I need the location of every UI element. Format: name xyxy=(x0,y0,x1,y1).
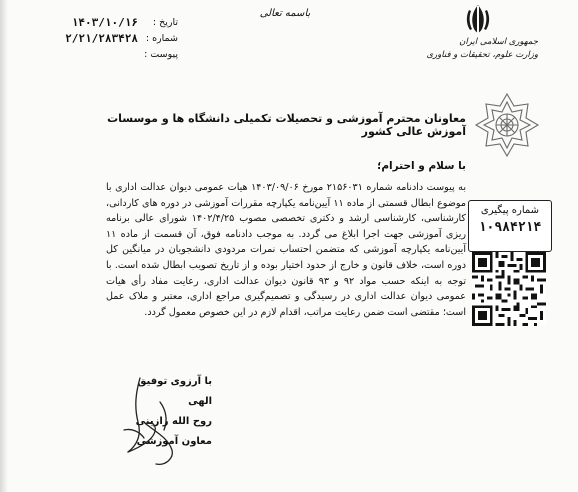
number-row xyxy=(28,30,178,46)
date-row xyxy=(28,14,178,30)
date-value: ۱۴۰۳/۱۰/۱۶ xyxy=(71,15,138,29)
handwritten-signature xyxy=(110,372,200,472)
letter-body: به پیوست دادنامه شماره ۲۱۵۶۰۳۱ مورخ ۱۴۰۳/۰۹/۰۶ هیات عمومی دیوان عدالت اداری با موضوع ابطال قسمتی از ماده ۱۱ آیین‌نامه یکپارچه مقررات آموزشی در دوره های کاردانی، کارشناسی، کارشناسی ارشد و دکتری تخصصی مصوب ۱۴۰۲/۴/۲۵ شورای عالی برنامه ریزی آموزشی جهت اجرا ابلاغ می گردد. به موجب دادنامه فوق، آن قسمت از ماده ۱۱ آیین‌نامه یکپارچه آموزشی که متضمن احتساب نمرات مردودی دانشجویان در میانگین کل دوره است، خلاف قانون و خارج از حدود اختیار بوده و از تاریخ تصویب ابطال شده است. با توجه به اینکه حسب مواد ۹۲ و ۹۳ قانون دیوان عدالت اداری، رعایت مفاد رأی هیات عمومی دیوان عدالت اداری در رسیدگی و تصمیم‌گیری مراجع اداری، معتبر و ملاک عمل است؛ مقتضی است ضمن رعایت مراتب، اقدام لازم در این خصوص معمول گردد. xyxy=(106,182,466,318)
basmala-heading: باسمه تعالی xyxy=(259,8,311,19)
tracking-label: شماره پیگیری xyxy=(480,205,540,216)
qr-code-icon xyxy=(472,252,546,326)
tracking-number: ۱۰۹۸۴۲۱۴ xyxy=(478,220,542,235)
number-value: ۲/۲۱/۲۸۳۴۲۸ xyxy=(65,31,138,45)
org-line-1: جمهوری اسلامی ایران xyxy=(459,37,538,47)
iran-emblem-icon xyxy=(460,2,496,36)
ornamental-seal-icon xyxy=(474,92,540,158)
closing-line: با آرزوی توفیق الهی xyxy=(137,376,212,407)
organization-names xyxy=(418,36,538,62)
tracking-box xyxy=(468,200,552,252)
attachment-row xyxy=(28,46,178,62)
salutation: با سلام و احترام؛ xyxy=(377,160,466,172)
page-fold-shadow xyxy=(0,0,8,492)
org-line-2: وزارت علوم، تحقیقات و فناوری xyxy=(426,50,538,60)
attachment-label: پیوست : xyxy=(144,48,178,60)
signer-name: روح الله رازینی xyxy=(135,416,212,427)
number-label: شماره : xyxy=(145,32,178,44)
date-label: تاریخ : xyxy=(152,16,178,28)
signer-title: معاون آموزشی xyxy=(136,436,212,447)
letter-meta xyxy=(28,14,178,62)
recipient-heading: معاونان محترم آموزشی و تحصیلات تکمیلی دانشگاه ها و موسسات آموزش عالی کشور xyxy=(107,112,466,138)
